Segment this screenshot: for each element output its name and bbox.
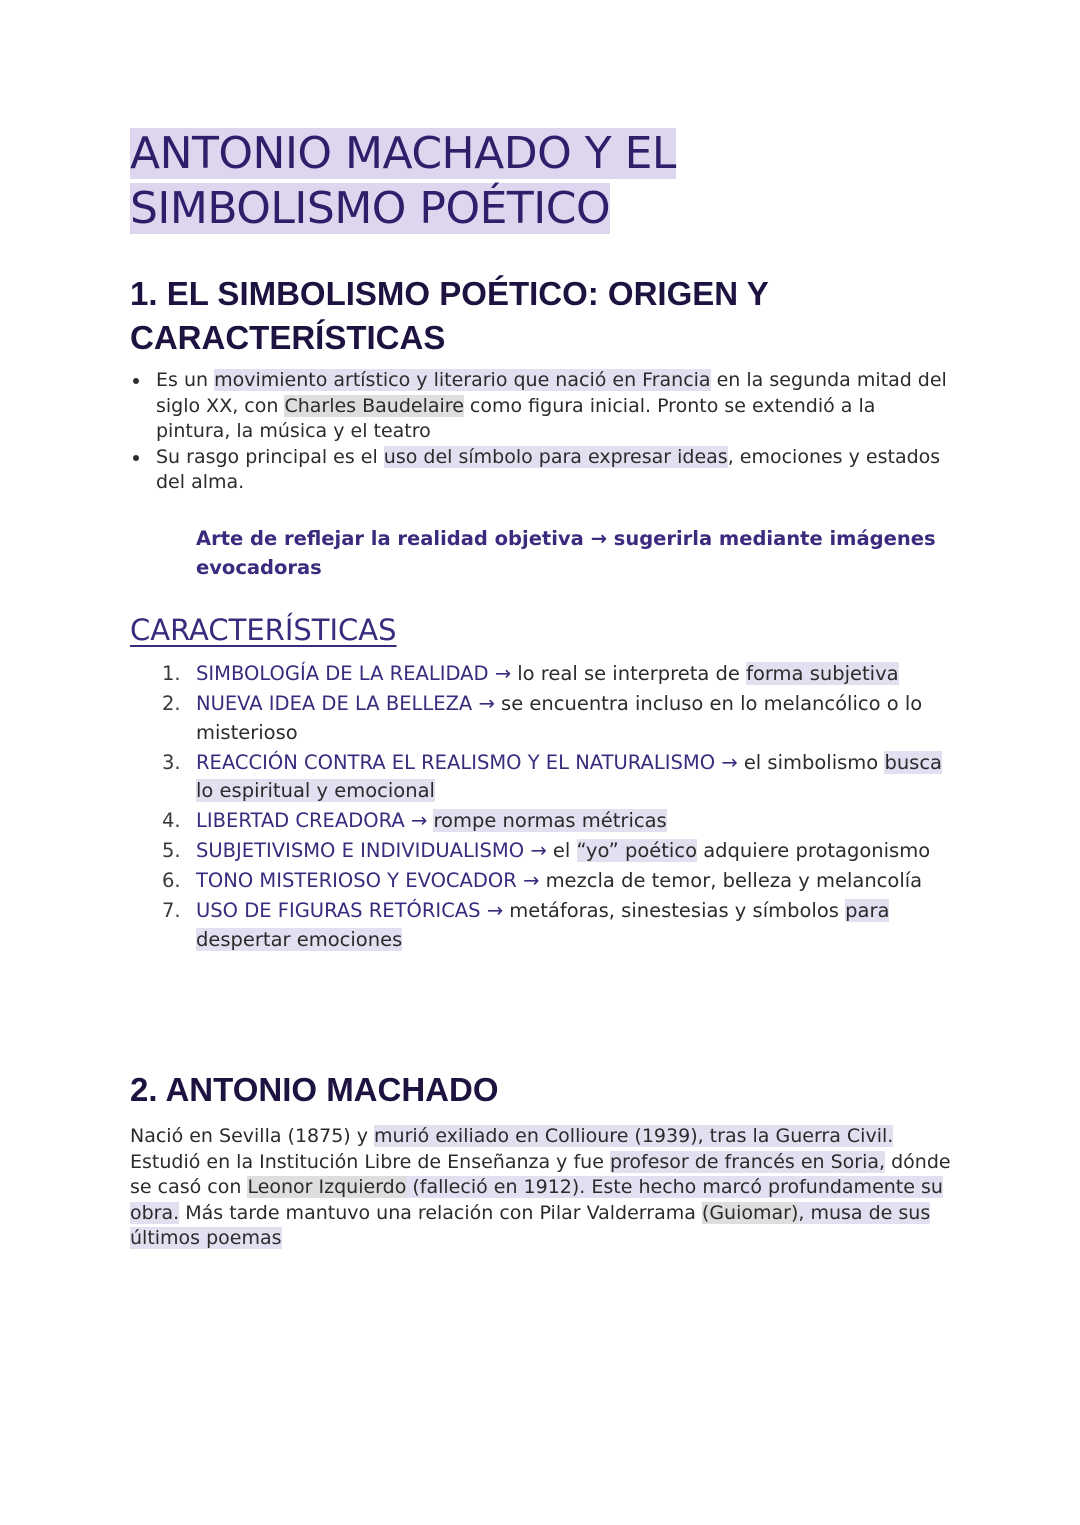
- highlight: (falleció en 1912). Este hecho marcó profundamente su obra.: [130, 1176, 943, 1224]
- list-number: 6.: [162, 869, 181, 892]
- list-item: [130, 690, 960, 747]
- highlight: Leonor Izquierdo: [247, 1176, 407, 1198]
- arrow: →: [404, 809, 434, 832]
- characteristic-key: LIBERTAD CREADORA: [196, 809, 405, 832]
- list-item: Es un movimiento artístico y literario que nació en Francia en la segunda mitad del siglo XX, con Charles Baudelaire como figura inicial. Pronto se extendió a la pintura, la música y el teatro: [130, 368, 950, 445]
- bullet-list: [130, 368, 950, 496]
- characteristic-key: REACCIÓN CONTRA EL REALISMO Y EL NATURALISMO: [196, 750, 716, 774]
- arrow: →: [488, 662, 518, 685]
- list-item: [130, 660, 960, 689]
- characteristic-key: SIMBOLOGÍA DE LA REALIDAD: [196, 662, 489, 685]
- characteristic-text: se encuentra incluso en lo melancólico o lo misterioso: [196, 692, 923, 744]
- arrow: →: [516, 869, 546, 892]
- definition-quote: Arte de reflejar la realidad objetiva → sugerirla mediante imágenes evocadoras: [196, 527, 936, 579]
- list-number: 5.: [162, 839, 181, 862]
- arrow: →: [480, 899, 510, 922]
- page-title: [130, 126, 930, 236]
- highlight: , musa de sus últimos poemas: [130, 1201, 931, 1249]
- list-item: [130, 807, 960, 836]
- list-number: 1.: [162, 662, 181, 685]
- characteristic-key: TONO MISTERIOSO Y EVOCADOR: [196, 869, 517, 892]
- list-item: [130, 897, 960, 954]
- list-number: 3.: [162, 750, 181, 774]
- highlight: forma subjetiva: [746, 662, 899, 685]
- highlight: “yo” poético: [576, 839, 698, 862]
- characteristic-text: lo real se interpreta de: [517, 662, 747, 685]
- highlight: para despertar emociones: [196, 899, 890, 951]
- characteristic-key: USO DE FIGURAS RETÓRICAS: [196, 899, 481, 922]
- characteristic-text: metáforas, sinestesias y símbolos: [509, 899, 846, 922]
- arrow: →: [524, 839, 553, 862]
- highlight: movimiento artístico y literario que nació en Francia: [214, 369, 711, 391]
- arrow: →: [715, 750, 744, 774]
- arrow: →: [472, 692, 502, 715]
- page-title-line1: ANTONIO MACHADO Y EL: [130, 128, 676, 179]
- characteristic-text: mezcla de temor, belleza y melancolía: [545, 869, 923, 892]
- highlight: Charles Baudelaire: [284, 394, 464, 417]
- characteristic-text: adquiere protagonismo: [697, 839, 931, 862]
- characteristic-key: SUBJETIVISMO E INDIVIDUALISMO: [196, 839, 525, 862]
- list-number: 7.: [162, 899, 181, 922]
- characteristic-key: NUEVA IDEA DE LA BELLEZA: [196, 692, 473, 715]
- characteristics-subheading: CARACTERÍSTICAS: [130, 613, 397, 647]
- highlight: uso del símbolo para expresar ideas: [383, 445, 728, 468]
- highlight: murió exiliado en Collioure (1939), tras la Guerra Civil.: [374, 1125, 894, 1147]
- highlight: rompe normas métricas: [433, 809, 667, 832]
- section2-heading: 2. ANTONIO MACHADO: [130, 1071, 499, 1108]
- characteristics-list: [130, 660, 960, 956]
- list-item: [130, 867, 960, 896]
- highlight: busca lo espiritual y emocional: [196, 750, 943, 802]
- highlight: profesor de francés en Soria,: [609, 1150, 886, 1173]
- characteristic-text: el: [552, 839, 577, 862]
- list-number: 2.: [162, 692, 181, 715]
- highlight: (Guiomar): [701, 1201, 799, 1224]
- list-item: [130, 749, 960, 806]
- biography-paragraph: Nació en Sevilla (1875) y murió exiliado en Collioure (1939), tras la Guerra Civil. Estudió en la Institución Libre de Enseñanza y fue profesor de francés en Soria, dónde se casó con Leonor Izquierdo (falleció en 1912). Este hecho marcó profundamente su obra. Más tarde mantuvo una relación con Pilar Valderrama (Guiomar), musa de sus últimos poemas: [130, 1125, 951, 1249]
- list-number: 4.: [162, 809, 181, 832]
- page-title-line2: SIMBOLISMO POÉTICO: [130, 183, 611, 234]
- section1-heading: 1. EL SIMBOLISMO POÉTICO: ORIGEN Y CARACTERÍSTICAS: [130, 275, 769, 356]
- list-item: [130, 837, 960, 866]
- characteristic-text: el simbolismo: [743, 750, 885, 774]
- list-item: Su rasgo principal es el uso del símbolo para expresar ideas, emociones y estados del alma.: [130, 445, 950, 496]
